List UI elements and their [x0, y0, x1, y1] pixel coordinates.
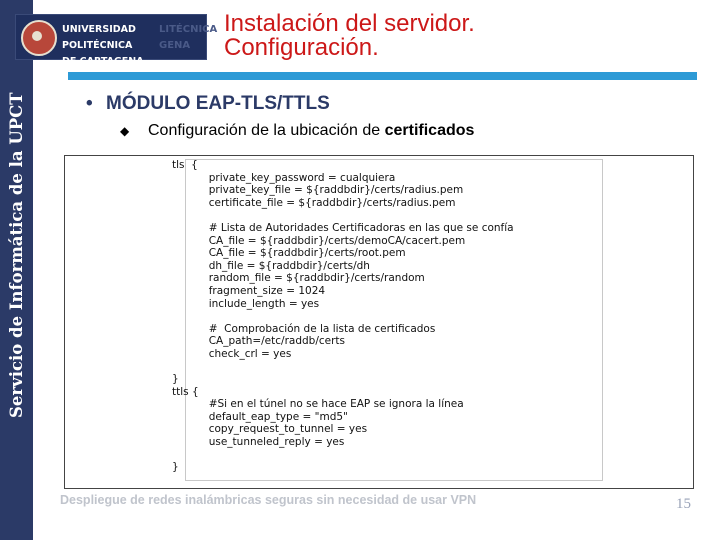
diamond-bullet-icon: ◆: [120, 124, 130, 138]
code-line: certificate_file = ${raddbdir}/certs/radius.pem: [172, 196, 456, 209]
code-line: random_file = ${raddbdir}/certs/random: [172, 272, 425, 285]
code-line: [172, 361, 514, 374]
university-seal-icon: [21, 20, 57, 56]
code-line: CA_file = ${raddbdir}/certs/demoCA/cacert.pem: [172, 234, 466, 247]
title-line-2: Configuración.: [224, 34, 379, 61]
code-line: [172, 209, 514, 222]
code-line: [172, 449, 514, 462]
code-line: dh_file = ${raddbdir}/certs/dh: [172, 259, 370, 272]
code-line: # Comprobación de la lista de certificados: [172, 322, 436, 335]
title-line-1: Instalación del servidor.: [224, 10, 475, 37]
bullet-level-2: [120, 122, 474, 140]
code-line: }: [172, 461, 179, 474]
code-line: #Si en el túnel no se hace EAP se ignora la línea: [172, 398, 464, 411]
code-line: private_key_file = ${raddbdir}/certs/radius.pem: [172, 184, 464, 197]
code-line: }: [172, 373, 179, 386]
code-line: fragment_size = 1024: [172, 284, 326, 297]
logo-text: UNIVERSIDAD POLITÉCNICA DE CARTAGENA: [62, 24, 144, 67]
title-divider: [68, 72, 697, 80]
bullet-level-1: [86, 93, 330, 115]
bullet-dot-icon: •: [86, 93, 93, 114]
code-line: [172, 310, 514, 323]
code-line: # Lista de Autoridades Certificadoras en las que se confía: [172, 221, 514, 234]
sidebar-label: Servicio de Informática de la UPCT: [7, 92, 26, 418]
code-line: tls {: [172, 159, 198, 171]
page-title: [224, 12, 475, 60]
code-line: default_eap_type = "md5": [172, 410, 348, 423]
bullet-level-2-text: Configuración de la ubicación de: [148, 122, 385, 139]
config-code: [172, 159, 514, 474]
logo-watermark: LITÉCNICA GENA: [159, 24, 218, 51]
page-number: 15: [676, 496, 691, 512]
code-line: use_tunneled_reply = yes: [172, 436, 345, 449]
code-line: ttls {: [172, 385, 199, 398]
code-line: include_length = yes: [172, 297, 320, 310]
bullet-level-1-text: MÓDULO EAP-TLS/TTLS: [106, 93, 330, 114]
code-line: CA_file = ${raddbdir}/certs/root.pem: [172, 247, 406, 260]
bullet-level-2-emphasis: certificados: [384, 122, 475, 139]
code-line: CA_path=/etc/raddb/certs: [172, 335, 345, 348]
code-line: check_crl = yes: [172, 347, 292, 360]
code-line: private_key_password = cualquiera: [172, 171, 396, 184]
code-line: copy_request_to_tunnel = yes: [172, 423, 368, 436]
footer-text: Despliegue de redes inalámbricas seguras sin necesidad de usar VPN: [60, 493, 477, 507]
university-logo: [15, 14, 218, 67]
